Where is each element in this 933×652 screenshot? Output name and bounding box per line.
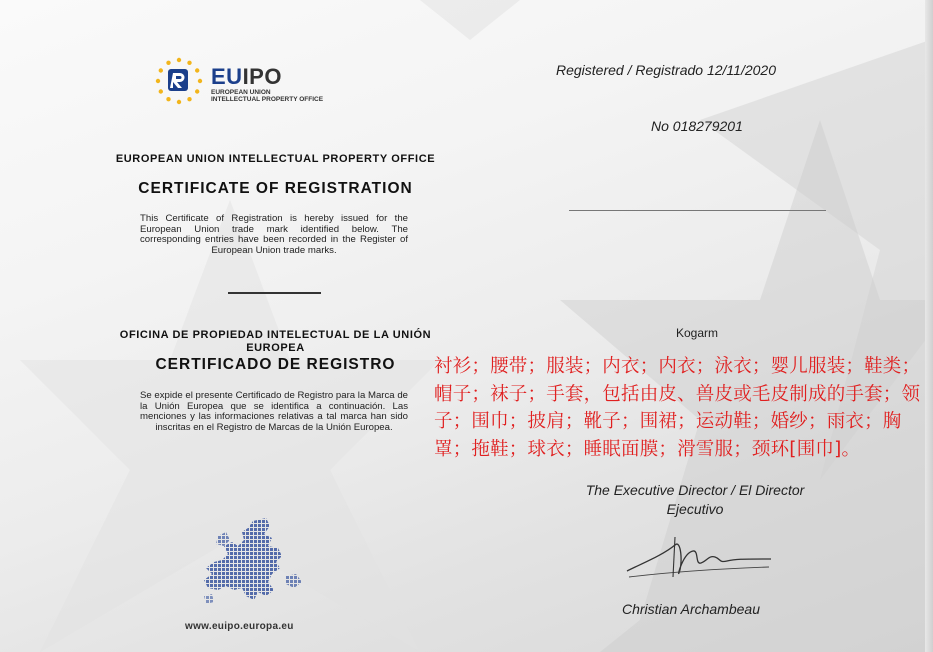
euipo-logo bbox=[153, 55, 343, 105]
page-edge bbox=[925, 0, 933, 652]
registration-number: No 018279201 bbox=[651, 118, 743, 134]
euipo-emblem-icon bbox=[153, 55, 205, 107]
goods-list-annotation: 衬衫；腰带；服装；内衣；内衣；泳衣；婴儿服装；鞋类；帽子；袜子；手套，包括由皮、兽皮或毛皮制成的手套；领子；围巾；披肩；靴子；围裙；运动鞋；婚纱；雨衣；胸罩；拖鞋；球衣；睡眠面膜；滑雪服；颈环[围巾]。 bbox=[434, 356, 921, 460]
signatory-name: Christian Archambeau bbox=[622, 601, 760, 617]
office-title-en: EUROPEAN UNION INTELLECTUAL PROPERTY OFFICE bbox=[115, 153, 436, 165]
handwritten-signature bbox=[623, 533, 773, 583]
certificate-title-es: CERTIFICADO DE REGISTRO bbox=[155, 356, 396, 373]
europe-map-icon bbox=[198, 516, 313, 606]
logo-subline-2: INTELLECTUAL PROPERTY OFFICE bbox=[211, 96, 324, 103]
registered-date: Registered / Registrado 12/11/2020 bbox=[556, 62, 776, 78]
intro-paragraph-en: This Certificate of Registration is hereby issued for the European Union trade mark identified below. The corresponding entries have been recorded in the Register of European Union trade marks. bbox=[140, 213, 408, 257]
trademark-name: Kogarm bbox=[676, 326, 719, 340]
certificate-title-en: CERTIFICATE OF REGISTRATION bbox=[138, 180, 413, 197]
number-underline bbox=[569, 210, 826, 211]
website-url: www.euipo.europa.eu bbox=[185, 621, 294, 632]
logo-subline-1: EUROPEAN UNION bbox=[211, 89, 271, 96]
signatory-title: The Executive Director / El Director Ejecutivo bbox=[585, 482, 805, 517]
section-divider bbox=[228, 292, 321, 294]
logo-wordmark: EUIPO bbox=[211, 64, 282, 89]
office-title-es: OFICINA DE PROPIEDAD INTELECTUAL DE LA UNIÓN EUROPEA bbox=[119, 329, 432, 354]
intro-paragraph-es: Se expide el presente Certificado de Registro para la Marca de la Unión Europea que se identifica a continuación. Las menciones y las informaciones relativas a tal marca han sido inscritas en el Registro de Marcas de la Unión Europea. bbox=[140, 390, 408, 434]
